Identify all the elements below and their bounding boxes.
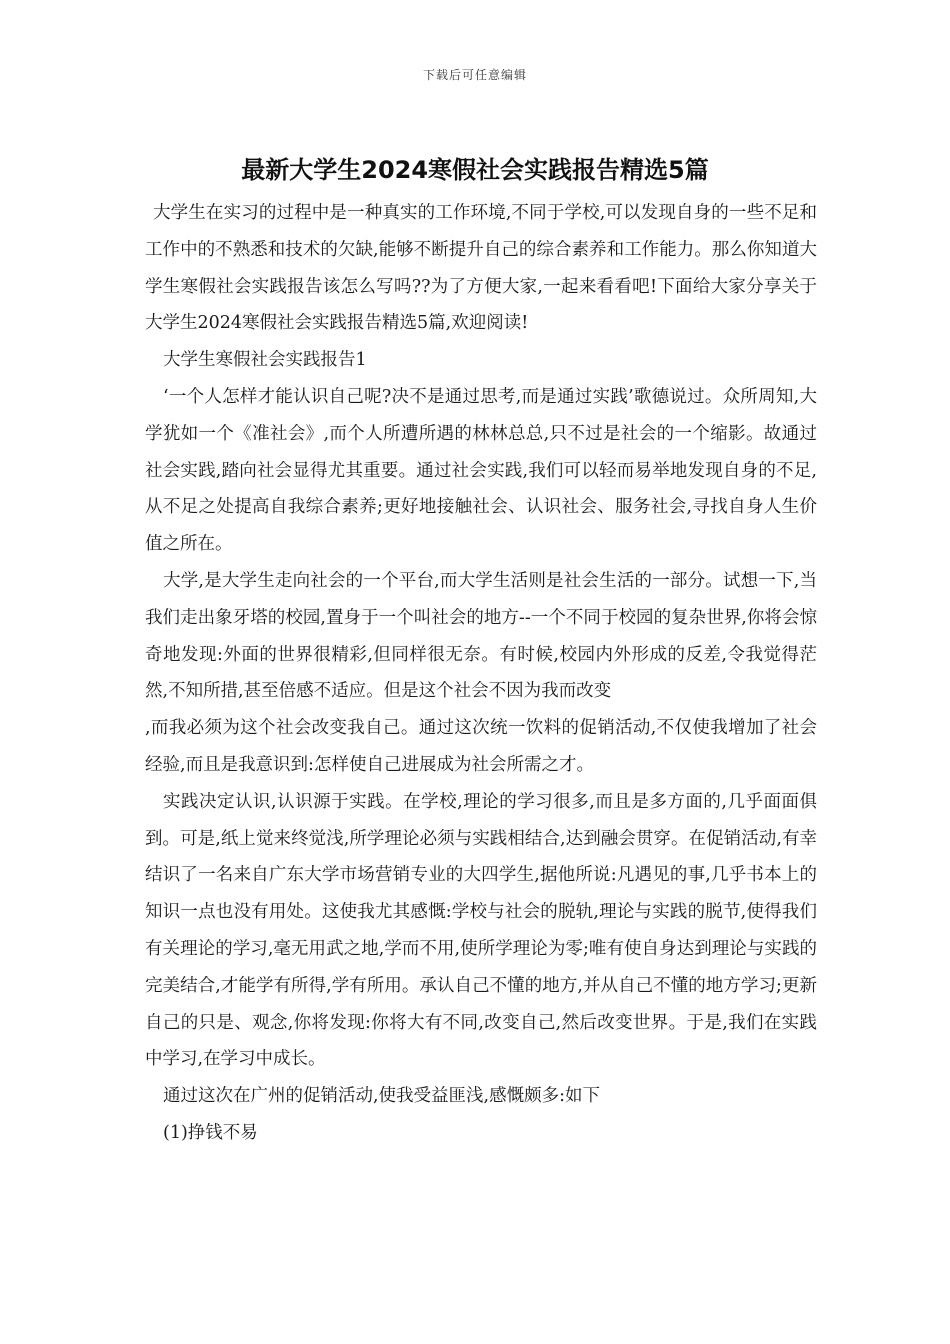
- body-paragraph: ,而我必须为这个社会改变我自己。通过这次统一饮料的促销活动,不仅使我增加了社会经验,而且是我意识到:怎样使自己进展成为社会所需之才。: [145, 718, 817, 775]
- body-paragraph: 实践决定认识,认识源于实践。在学校,理论的学习很多,而且是多方面的,几乎面面俱到。可是,纸上觉来终觉浅,所学理论必须与实践相结合,达到融会贯穿。在促销活动,有幸结识了一名来自广东大学市场营销专业的大四学生,据他所说:凡遇见的事,几乎书本上的知识一点也没有用处。这使我尤其感慨:学校与社会的脱轨,理论与实践的脱节,使得我们有关理论的学习,毫无用武之地,学而不用,使所学理论为零;唯有使自身达到理论与实践的完美结合,才能学有所得,学有所用。承认自己不懂的地方,并从自己不懂的地方学习;更新自己的只是、观念,你将发现:你将大有不同,改变自己,然后改变世界。于是,我们在实践中学习,在学习中成长。: [145, 791, 817, 1070]
- section-heading-report-1: 大学生寒假社会实践报告1: [163, 350, 367, 371]
- list-item: (1)挣钱不易: [163, 1122, 258, 1143]
- body-paragraph: 通过这次在广州的促销活动,使我受益匪浅,感慨颇多:如下: [163, 1086, 601, 1107]
- body-paragraph: 大学,是大学生走向社会的一个平台,而大学生活则是社会生活的一部分。试想一下,当我们走出象牙塔的校园,置身于一个叫社会的地方--一个不同于校园的复杂世界,你将会惊奇地发现:外面的世界很精彩,但同样很无奈。有时候,校园内外形成的反差,令我觉得茫然,不知所措,甚至倍感不适应。但是这个社会不因为我而改变: [145, 570, 817, 702]
- body-paragraph: ‘一个人怎样才能认识自己呢?决不是通过思考,而是通过实践’歌德说过。众所周知,大学犹如一个《准社会》,而个人所遭所遇的林林总总,只不过是社会的一个缩影。故通过社会实践,踏向社会显得尤其重要。通过社会实践,我们可以轻而易举地发现自身的不足,从不足之处提高自我综合素养;更好地接触社会、认识社会、服务社会,寻找自身人生价值之所在。: [145, 386, 817, 555]
- intro-paragraph: 大学生在实习的过程中是一种真实的工作环境,不同于学校,可以发现自身的一些不足和工作中的不熟悉和技术的欠缺,能够不断提升自己的综合素养和工作能力。那么你知道大学生寒假社会实践报告该怎么写吗??为了方便大家,一起来看看吧!下面给大家分享关于大学生2024寒假社会实践报告精选5篇,欢迎阅读!: [145, 203, 817, 334]
- page-header-note: 下载后可任意编辑: [422, 68, 527, 82]
- document-title: 最新大学生2024寒假社会实践报告精选5篇: [241, 156, 709, 184]
- document-body: [145, 195, 817, 1152]
